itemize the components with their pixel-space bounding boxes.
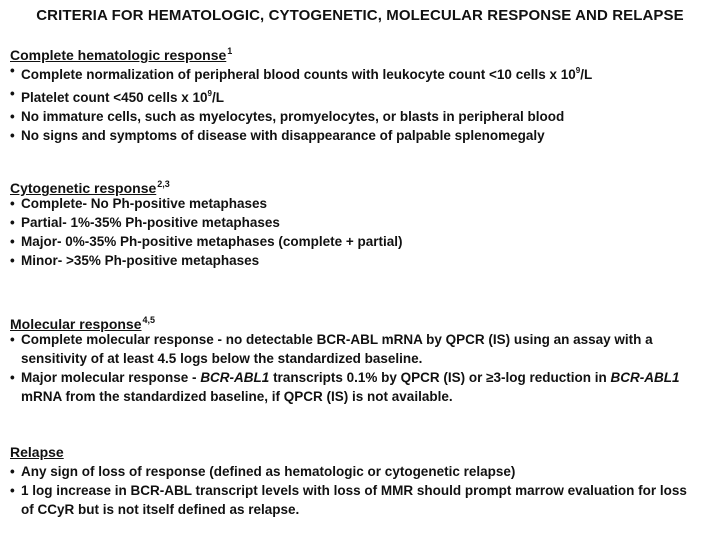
hematologic-list [10,61,710,145]
list-item: • No signs and symptoms of disease with disappearance of palpable splenomegaly [10,126,710,145]
section-molecular [10,311,710,406]
list-item: • Major- 0%-35% Ph-positive metaphases (complete + partial) [10,232,710,251]
list-item: • 1 log increase in BCR-ABL transcript levels with loss of MMR should prompt marrow evaluation for loss of CCyR but is not itself defined as relapse. [10,481,710,519]
section-cytogenetic [10,175,710,270]
section-relapse [10,443,710,519]
section-heading-cytogenetic: Cytogenetic response$^{2,3}$ [10,175,710,194]
list-item: • Major molecular response - BCR-ABL1 transcripts 0.1% by QPCR (IS) or ≥3-log reduction in BCR-ABL1 mRNA from the standardized baseline, if QPCR (IS) is not available. [10,368,710,406]
section-hematologic [10,42,710,145]
section-heading-relapse: Relapse [10,444,64,460]
list-item: • Platelet count <450 cells x $10^9/L$ [10,84,710,107]
list-item: • Complete normalization of peripheral blood counts with leukocyte count <10 cells x $10^9/L$ [10,61,710,84]
page-title: CRITERIA FOR HEMATOLOGIC, CYTOGENETIC, MOLECULAR RESPONSE AND RELAPSE [36,7,684,24]
molecular-list [10,330,710,406]
list-item: • No immature cells, such as myelocytes, promyelocytes, or blasts in peripheral blood [10,107,710,126]
relapse-list [10,462,710,519]
section-heading-hematologic: Complete hematologic response$^1$ [10,42,710,61]
list-item: • Complete- No Ph-positive metaphases [10,194,710,213]
cytogenetic-list [10,194,710,270]
reference-superscript: 2,3 [157,179,170,189]
list-item: • Any sign of loss of response (defined as hematologic or cytogenetic relapse) [10,462,710,481]
section-heading-molecular: Molecular response$^{4,5}$ [10,311,710,330]
reference-superscript: 4,5 [142,315,156,325]
list-item: • Partial- 1%-35% Ph-positive metaphases [10,213,710,232]
list-item: • Minor- >35% Ph-positive metaphases [10,251,710,270]
reference-superscript: 1 [227,46,233,56]
list-item: • Complete molecular response - no detectable BCR-ABL mRNA by QPCR (IS) using an assay with a sensitivity of at least 4.5 logs below the standardized baseline. [10,330,710,368]
